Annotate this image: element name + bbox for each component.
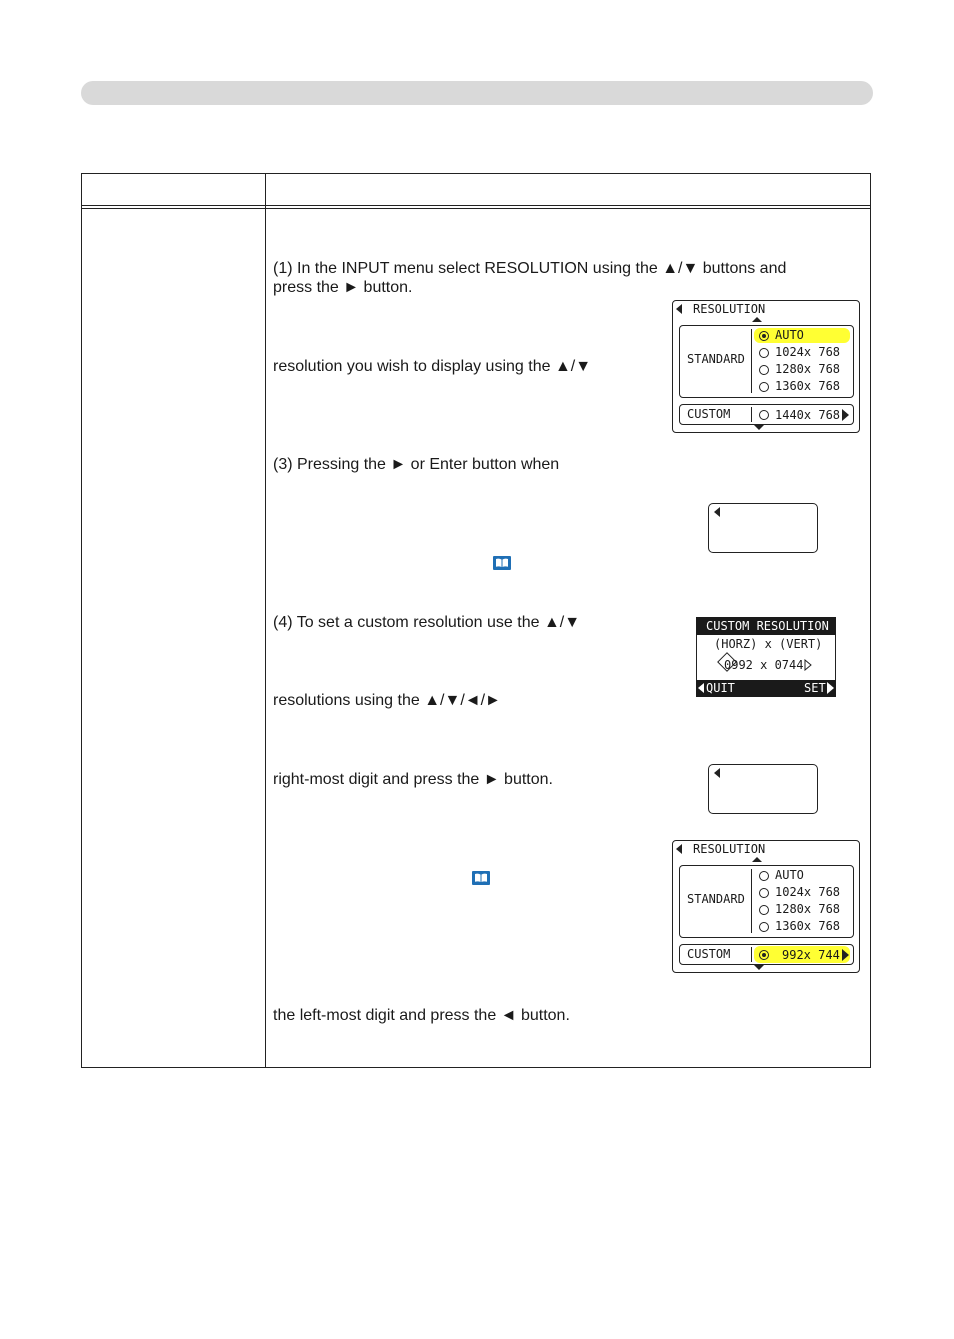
standard-label: STANDARD (687, 352, 745, 366)
table-header-rule-double (82, 208, 870, 209)
option-1024[interactable]: 1024x 768 (775, 885, 841, 899)
radio-1280[interactable] (759, 365, 769, 375)
option-custom[interactable]: 1440x 768 (775, 408, 841, 422)
radio-auto[interactable] (759, 871, 769, 881)
step4-text-line2: resolutions using the ▲/▼/◄/► (273, 692, 501, 709)
option-1360[interactable]: 1360x 768 (775, 919, 841, 933)
table-header-rule (82, 205, 870, 206)
step1-text-line2: press the ► button. (273, 279, 413, 296)
radio-custom[interactable] (759, 410, 769, 420)
radio-1360[interactable] (759, 922, 769, 932)
standard-label: STANDARD (687, 892, 745, 906)
step4-text-line3: right-most digit and press the ► button. (273, 771, 553, 788)
back-arrow-icon[interactable] (676, 304, 682, 314)
right-arrow-outline-icon[interactable] (804, 659, 812, 671)
last-step-text: the left-most digit and press the ◄ button. (273, 1007, 570, 1024)
radio-1024[interactable] (759, 888, 769, 898)
option-auto[interactable]: AUTO (775, 328, 804, 342)
custom-resolution-subtitle: (HORZ) x (VERT) (714, 637, 823, 651)
custom-resolution-osd (696, 617, 836, 697)
radio-1360[interactable] (759, 382, 769, 392)
table-column-divider (265, 174, 266, 1067)
book-reference-icon[interactable] (493, 556, 511, 570)
quit-arrow-icon[interactable] (698, 683, 704, 693)
resolution-menu-osd-custom-selected (672, 840, 860, 973)
scroll-up-icon (752, 857, 762, 862)
option-1280[interactable]: 1280x 768 (775, 902, 841, 916)
step4-text: (4) To set a custom resolution use the ▲/▼ (273, 614, 581, 631)
custom-label: CUSTOM (687, 947, 731, 961)
step1-text-line1: (1) In the INPUT menu select RESOLUTION using the ▲/▼ buttons and (273, 260, 787, 277)
radio-custom[interactable] (759, 950, 769, 960)
scroll-down-icon (754, 965, 764, 970)
scroll-up-icon (752, 317, 762, 322)
step2-text: resolution you wish to display using the ▲/▼ (273, 358, 592, 375)
set-arrow-icon[interactable] (827, 682, 834, 694)
custom-resolution-value[interactable]: 0992 x 0744 (724, 658, 804, 672)
back-arrow-icon[interactable] (714, 768, 720, 778)
scroll-down-icon (754, 425, 764, 430)
option-1024[interactable]: 1024x 768 (775, 345, 841, 359)
radio-1280[interactable] (759, 905, 769, 915)
back-arrow-icon[interactable] (714, 507, 720, 517)
radio-auto[interactable] (759, 331, 769, 341)
option-1360[interactable]: 1360x 768 (775, 379, 841, 393)
resolution-menu-osd (672, 300, 860, 433)
back-arrow-icon[interactable] (676, 844, 682, 854)
set-label[interactable]: SET (804, 681, 826, 695)
step3-text: (3) Pressing the ► or Enter button when (273, 456, 560, 473)
option-auto[interactable]: AUTO (775, 868, 804, 882)
quit-label[interactable]: QUIT (706, 681, 735, 695)
radio-1024[interactable] (759, 348, 769, 358)
forward-arrow-icon[interactable] (842, 409, 849, 421)
option-1280[interactable]: 1280x 768 (775, 362, 841, 376)
option-custom[interactable]: 992x 744 (782, 948, 840, 962)
osd-title: RESOLUTION (693, 302, 766, 316)
blank-osd-box (708, 764, 818, 814)
custom-resolution-title: CUSTOM RESOLUTION (706, 619, 829, 633)
blank-osd-box (708, 503, 818, 553)
section-header-bar (81, 81, 873, 105)
book-reference-icon[interactable] (472, 871, 490, 885)
osd-title: RESOLUTION (693, 842, 766, 856)
custom-label: CUSTOM (687, 407, 731, 421)
forward-arrow-icon[interactable] (842, 949, 849, 961)
